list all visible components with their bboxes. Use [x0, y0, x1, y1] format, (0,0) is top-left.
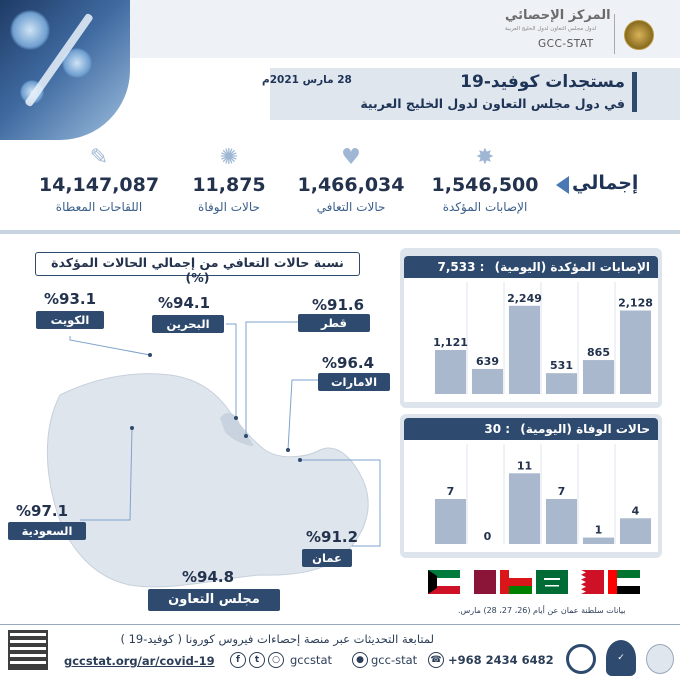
flag-saudi-icon: [536, 570, 568, 594]
instagram-icon[interactable]: ○: [268, 652, 284, 668]
stat-deaths: [154, 144, 304, 214]
page-subtitle: في دول مجلس التعاون لدول الخليج العربية: [360, 96, 625, 111]
chart-total-sep: :: [479, 260, 485, 274]
flag-uae-icon: [608, 570, 640, 594]
phone-group: [428, 652, 554, 668]
bar-kuwait: [435, 499, 466, 544]
flag-oman-icon: [500, 570, 532, 594]
gcc-emblem-icon: [624, 20, 654, 50]
label-qatar: قطر: [298, 314, 370, 332]
chart-total-sep: :: [505, 422, 511, 436]
bar-saudi-arabia: [546, 373, 577, 394]
bar-label-kuwait: 7: [446, 485, 455, 498]
country-flags: [428, 570, 640, 596]
stat-label: حالات الوفاة: [198, 200, 260, 214]
chart-total: 7,533: [437, 260, 476, 274]
stat-label: اللقاحات المعطاة: [55, 200, 143, 214]
bar-label-bahrain: 865: [587, 346, 610, 360]
stat-value: 11,875: [192, 174, 266, 196]
flag-kuwait-icon: [428, 570, 460, 594]
label-gcc: مجلس التعاون: [148, 589, 280, 611]
stat-value: 14,147,087: [38, 174, 160, 196]
daily-confirmed-header: [404, 256, 658, 278]
oman-data-note: بيانات سلطنة عمان عن أيام (26، 27، 28) مارس.: [458, 606, 626, 615]
qr-code-icon[interactable]: [8, 630, 48, 670]
chart-title: الإصابات المؤكدة (اليومية): [494, 260, 650, 274]
bar-saudi-arabia: [546, 499, 577, 544]
virus-icon: ✸: [475, 144, 495, 170]
daily-deaths-header: [404, 418, 658, 440]
pct-gcc: %94.8: [182, 568, 235, 586]
daily-deaths-chart: [404, 440, 658, 552]
follow-text: لمتابعة التحديثات عبر منصة إحصاءات فيروس كورونا ( كوفيد-19 ): [120, 632, 434, 646]
pct-uae: %96.4: [322, 354, 375, 372]
phone-number[interactable]: +968 2434 6482: [448, 653, 554, 667]
bar-label-uae: 2,128: [618, 296, 653, 310]
bar-bahrain: [583, 538, 614, 544]
stat-value: 1,546,500: [431, 174, 539, 196]
pct-kuwait: %93.1: [44, 290, 97, 308]
twitter-icon[interactable]: t: [249, 652, 265, 668]
facebook-icon[interactable]: f: [230, 652, 246, 668]
bar-label-saudi-arabia: 531: [550, 359, 573, 373]
flag-qatar-icon: [464, 570, 496, 594]
logo-subtext: لدول مجلس التعاون لدول الخليج العربية: [505, 26, 597, 32]
heartbeat-icon: ♥: [341, 144, 361, 170]
snapchat-group: [352, 652, 417, 668]
label-oman: عمان: [302, 549, 352, 567]
bar-label-qatar: 0: [483, 530, 492, 543]
pct-bahrain: %94.1: [158, 294, 211, 312]
bar-oman: [509, 306, 540, 394]
pct-saudi: %97.1: [16, 502, 69, 520]
chart-total: 30: [484, 422, 502, 436]
covid-url-link[interactable]: gccstat.org/ar/covid-19: [64, 654, 215, 668]
pct-qatar: %91.6: [312, 296, 365, 314]
header-covid-image: [0, 0, 130, 140]
label-bahrain: البحرين: [152, 315, 224, 333]
section-divider: [0, 230, 680, 234]
bar-uae: [620, 311, 651, 394]
award-seal-icon: [646, 644, 674, 674]
bar-bahrain: [583, 360, 614, 394]
bar-label-oman: 2,249: [507, 291, 542, 305]
daily-confirmed-chart: [404, 278, 658, 402]
social-handle[interactable]: gccstat: [290, 653, 333, 667]
stat-value: 1,466,034: [297, 174, 405, 196]
whatsapp-icon[interactable]: ☎: [428, 652, 444, 668]
stat-vaccines: [24, 144, 174, 214]
logo-english-text: GCC-STAT: [538, 38, 594, 50]
iso-cert-icon: [566, 644, 596, 674]
chart-title: حالات الوفاة (اليومية): [520, 422, 650, 436]
tuv-cert-icon: ✓: [606, 640, 636, 676]
bar-label-uae: 4: [631, 504, 640, 518]
pct-oman: %91.2: [306, 528, 359, 546]
logo-arabic-text: المركز الإحصائي: [505, 8, 611, 23]
bar-label-qatar: 639: [476, 354, 499, 368]
snapchat-icon[interactable]: ●: [352, 652, 368, 668]
logo-divider: [614, 14, 615, 54]
bar-label-oman: 11: [516, 459, 533, 473]
title-accent-bar: [632, 72, 637, 112]
vaccine-icon: ✎: [89, 144, 109, 170]
bar-label-saudi-arabia: 7: [557, 485, 566, 498]
bar-uae: [620, 518, 651, 544]
social-group: [230, 652, 332, 668]
totals-label: إجمالي: [572, 172, 639, 194]
stat-label: حالات التعافي: [316, 200, 386, 214]
page-title: مستجدات كوفيد-19: [460, 72, 625, 92]
virus-small-icon: ✺: [219, 144, 239, 170]
label-saudi: السعودية: [8, 522, 86, 540]
flag-bahrain-icon: [572, 570, 604, 594]
bar-label-bahrain: 1: [594, 523, 603, 537]
label-kuwait: الكويت: [36, 311, 104, 329]
bar-qatar: [472, 369, 503, 394]
report-date: 28 مارس 2021م: [262, 74, 352, 86]
bar-kuwait: [435, 350, 466, 394]
stat-confirmed: [410, 144, 560, 214]
stat-label: الإصابات المؤكدة: [442, 200, 528, 214]
footer-divider: [0, 624, 680, 625]
recovery-title: نسبة حالات التعافي من إجمالي الحالات المؤكدة (%): [51, 255, 344, 285]
bar-label-kuwait: 1,121: [433, 336, 468, 350]
label-uae: الامارات: [318, 373, 390, 391]
bar-oman: [509, 473, 540, 544]
snapchat-handle[interactable]: gcc-stat: [371, 653, 418, 667]
